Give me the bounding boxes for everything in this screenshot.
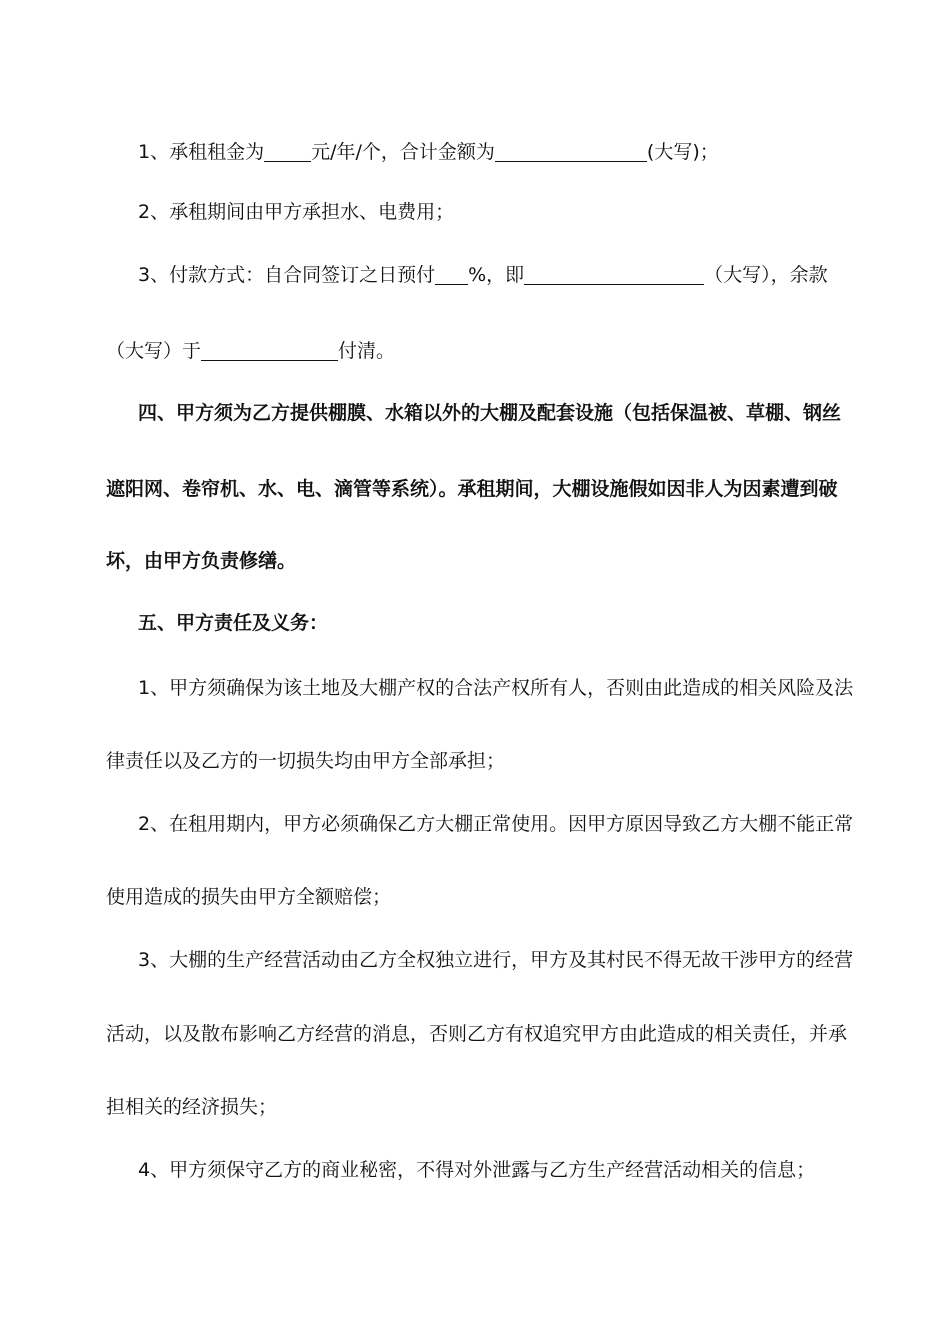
duty-2-line-1: 2、在租用期内，甲方必须确保乙方大棚正常使用。因甲方原因导致乙方大棚不能正常	[138, 813, 854, 835]
duty-3-line-1: 3、大棚的生产经营活动由乙方全权独立进行，甲方及其村民不得无故干涉甲方的经营	[138, 949, 854, 971]
section-five-heading: 五、甲方责任及义务：	[138, 612, 329, 634]
duty-3-line-3: 担相关的经济损失；	[106, 1096, 278, 1118]
rent-price-blank	[264, 142, 311, 162]
section-four-line-1: 四、甲方须为乙方提供棚膜、水箱以外的大棚及配套设施（包括保温被、草棚、钢丝	[138, 402, 842, 424]
duty-1-line-2: 律责任以及乙方的一切损失均由甲方全部承担；	[106, 750, 506, 772]
duty-2-line-2: 使用造成的损失由甲方全额赔偿；	[106, 886, 392, 908]
prepay-percent-blank	[435, 265, 468, 285]
utility-line: 2、承租期间由甲方承担水、电费用；	[138, 201, 455, 223]
rent-text-a: 1、承租租金为	[138, 141, 265, 163]
prepay-amount-blank	[524, 265, 704, 285]
duty-4-line-1: 4、甲方须保守乙方的商业秘密，不得对外泄露与乙方生产经营活动相关的信息；	[138, 1159, 816, 1181]
section-four-line-3: 坏，由甲方负责修缮。	[106, 550, 297, 572]
balance-text-b: 付清。	[338, 340, 396, 362]
payment-line	[138, 263, 828, 287]
balance-date-blank	[201, 341, 338, 361]
payment-text-c: （大写），余款	[704, 264, 828, 286]
balance-line	[106, 339, 395, 363]
total-amount-blank	[495, 142, 647, 162]
payment-text-b: %，即	[468, 264, 525, 286]
payment-text-a: 3、付款方式：自合同签订之日预付	[138, 264, 436, 286]
section-four-line-2: 遮阳网、卷帘机、水、电、滴管等系统）。承租期间，大棚设施假如因非人为因素遭到破	[106, 478, 838, 500]
duty-3-line-2: 活动，以及散布影响乙方经营的消息，否则乙方有权追究甲方由此造成的相关责任，并承	[106, 1023, 848, 1045]
rent-text-b: 元/年/个，合计金额为	[311, 141, 495, 163]
rent-line	[138, 140, 719, 164]
rent-text-c: (大写)；	[646, 141, 719, 163]
balance-text-a: （大写）于	[106, 340, 202, 362]
duty-1-line-1: 1、甲方须确保为该土地及大棚产权的合法产权所有人，否则由此造成的相关风险及法	[138, 677, 854, 699]
